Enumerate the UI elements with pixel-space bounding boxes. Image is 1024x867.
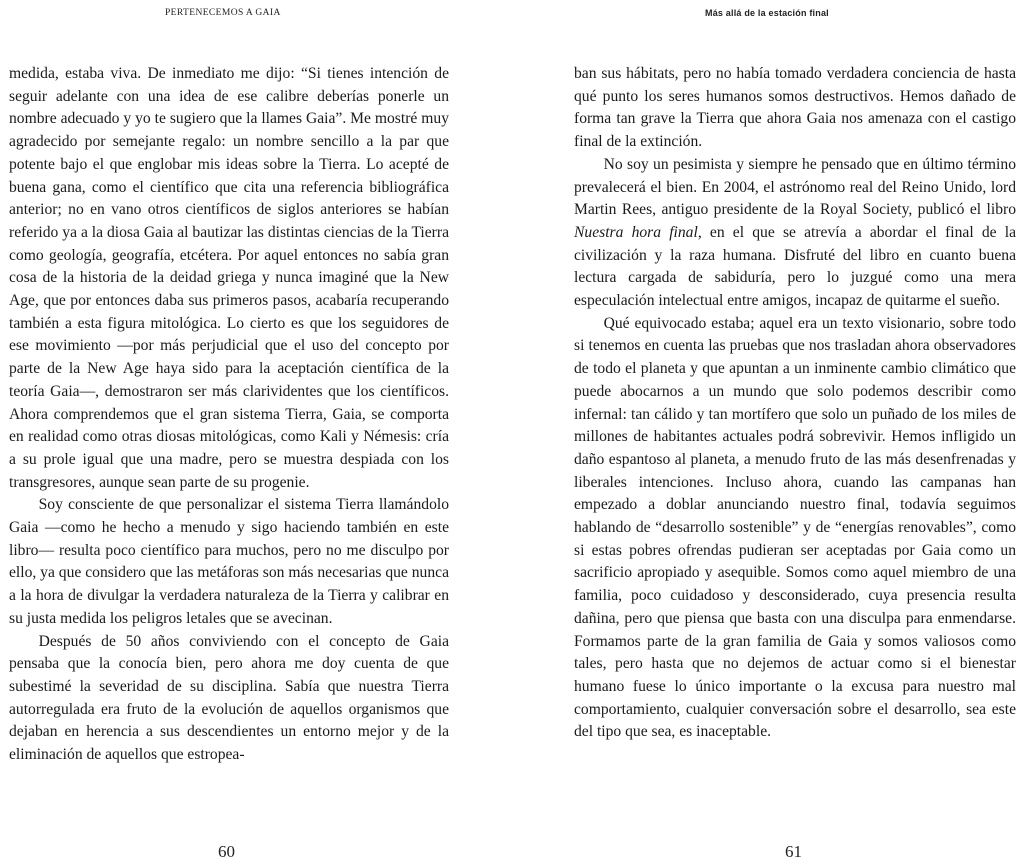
book-title: Nuestra hora final	[574, 223, 698, 241]
left-paragraph-1: medida, estaba viva. De inmediato me dijo: “Si tienes intención de seguir adelante con una idea de ese calibre deberías ponerle un nombre adecuado y yo te sugiero que la llames Gaia”. Me mostré muy agradecido por semejante regalo: un nombre sencillo a la par que potente bajo el que englobar mis ideas sobre la Tierra. Lo acepté de buena gana, como el científico que cita una referencia bibliográfica anterior; no en vano otros científicos de siglos anteriores se habían referido ya a la diosa Gaia al bautizar las distintas ciencias de la Tierra como geología, geografía, etcétera. Por aquel entonces no sabía gran cosa de la historia de la deidad griega y nunca imaginé que la New Age, que por entonces daba sus primeros pasos, acabaría recuperando también a esta figura mitológica. Lo cierto es que los seguidores de ese movimiento —por más perjudicial que el uso del concepto por parte de la New Age haya sido para la aceptación científica de la teoría Gaia—, demostraron ser más clarividentes que los científicos. Ahora comprendemos que el gran sistema Tierra, Gaia, se comporta en realidad como otras diosas mitológicas, como Kali y Némesis: cría a su prole igual que una madre, pero se muestra despiada con los transgresores, aunque sean parte de su progenie.	[9, 65, 449, 491]
right-page	[512, 0, 1024, 867]
right-paragraph-2-start: No soy un pesimista y siempre he pensado que en último término prevalecerá el bien. En 2004, el astrónomo real del Reino Unido, lord Martin Rees, antiguo presidente de la Royal Society, publicó el libro	[574, 155, 1016, 219]
right-running-head: Más allá de la estación final	[705, 8, 829, 18]
left-paragraph-3: Después de 50 años conviviendo con el concepto de Gaia pensaba que la conocía bien, pero ahora me doy cuenta de que subestimé la severidad de su disciplina. Sabía que nuestra Tierra autorregulada era fruto de la evolución de aquellos organismos que dejaban en herencia a sus descendientes un entorno mejor y de la eliminación de aquellos que estropea-	[9, 632, 449, 764]
right-body-text	[574, 63, 1016, 744]
right-paragraph-2	[574, 154, 1016, 313]
right-paragraph-2-end: , en el que se atrevía a abordar el final de la civilización y la raza humana. Disfruté del libro en cuanto buena lectura cargada de sabiduría, pero lo juzgué como una mera especulación intelectual entre amigos, incapaz de quitarme el sueño.	[574, 223, 1016, 310]
right-page-number: 61	[785, 842, 802, 861]
left-body-text	[9, 63, 449, 767]
left-page-number: 60	[218, 842, 235, 861]
left-running-head: PERTENECEMOS A GAIA	[165, 8, 281, 18]
left-paragraph-2: Soy consciente de que personalizar el sistema Tierra llamándolo Gaia —como he hecho a menudo y sigo haciendo también en este libro— resulta poco científico para muchos, pero no me disculpo por ello, ya que considero que las metáforas son más necesarias que nunca a la hora de divulgar la verdadera naturaleza de la Tierra y calibrar en su justa medida los peligros letales que se avecinan.	[9, 496, 449, 627]
right-paragraph-1: ban sus hábitats, pero no había tomado verdadera conciencia de hasta qué punto los seres humanos somos destructivos. Hemos dañado de forma tan grave la Tierra que ahora Gaia nos amenaza con el castigo final de la extinción.	[574, 65, 1016, 151]
right-paragraph-3: Qué equivocado estaba; aquel era un texto visionario, sobre todo si tenemos en cuenta las pruebas que nos trasladan ahora observadores de todo el planeta y que apuntan a un inminente cambio climático que puede abocarnos a un mundo que solo podemos describir como infernal: tan cálido y tan mortífero que solo un puñado de los miles de millones de habitantes actuales podrá sobrevivir. Hemos infligido un daño espantoso al planeta, a menudo fruto de las más desenfrenadas y liberales intenciones. Incluso ahora, cuando las campanas han empezado a doblar anunciando nuestro final, todavía seguimos hablando de “desarrollo sostenible” y de “energías renovables”, como si estas pobres ofrendas pudieran ser aceptadas por Gaia como un sacrificio apropiado y asequible. Somos como aquel miembro de una familia, poco cuidadoso y desconsiderado, cuya presencia resulta dañina, pero que piensa que basta con una disculpa para enmendarse. Formamos parte de la gran familia de Gaia y somos valiosos como tales, pero hasta que no dejemos de actuar como si el bienestar humano fuese lo único importante o la excusa para nuestro mal comportamiento, cualquier conversación sobre el desarrollo, sea este del tipo que sea, es inaceptable.	[574, 314, 1016, 741]
